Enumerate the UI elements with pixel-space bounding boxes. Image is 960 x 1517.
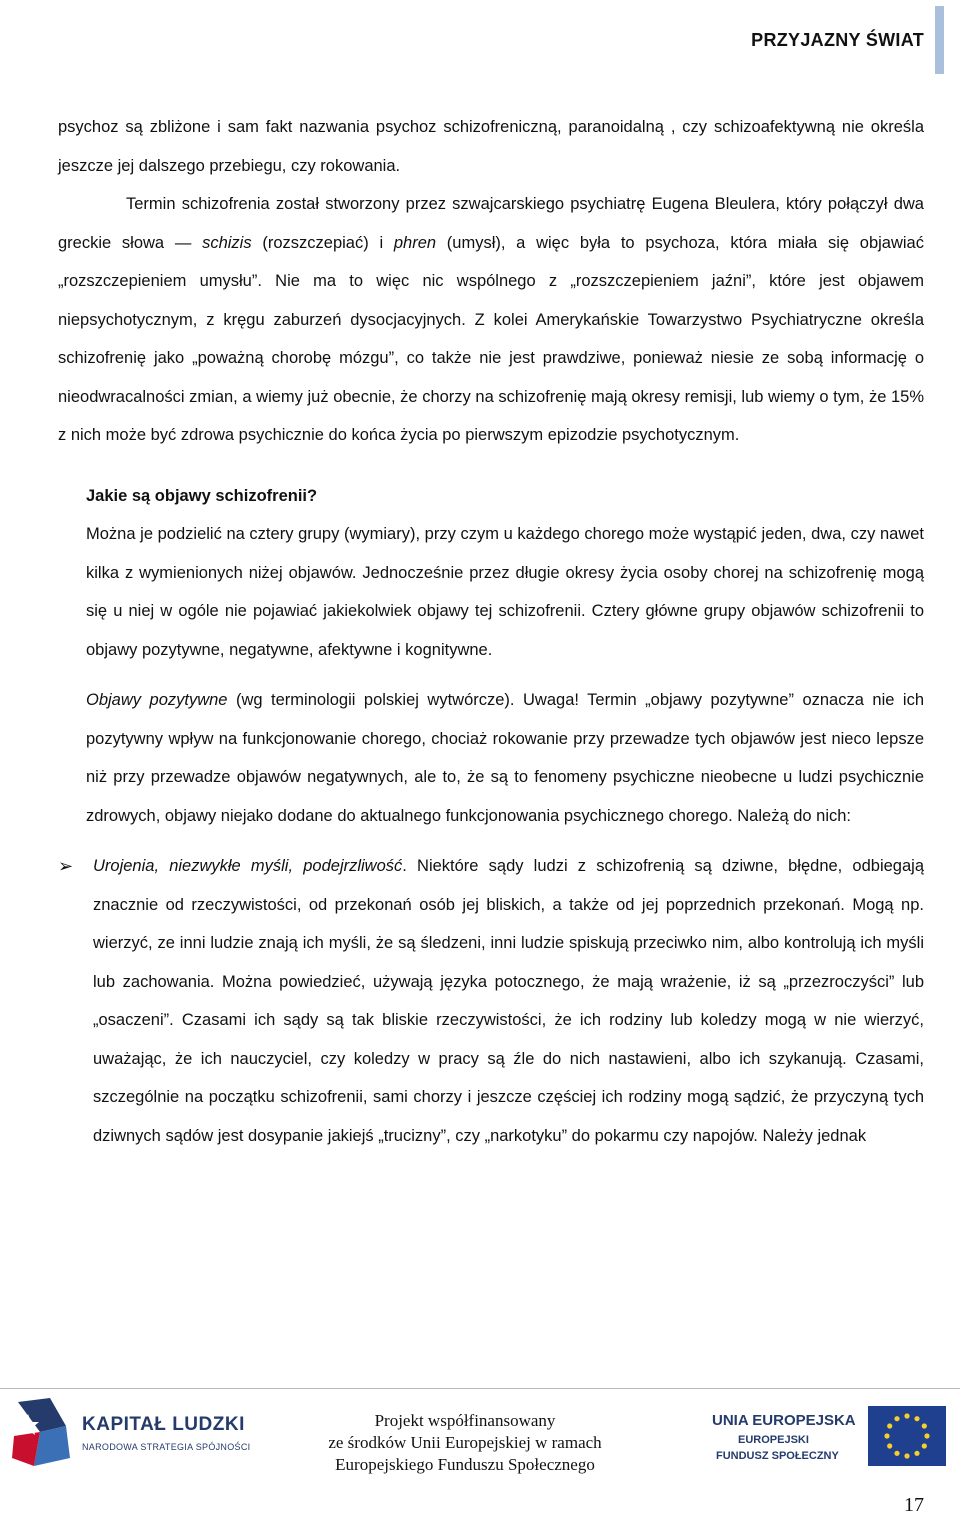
cofinancing-note: Projekt współfinansowany ze środków Unii Europejskiej w ramach Europejskiego Funduszu Społecznego [328,1411,602,1474]
list-item-text: Urojenia, niezwykłe myśli, podejrzliwość. Niektóre sądy ludzi z schizofrenią są dziwne, błędne, odbiegają znacznie od rzeczywistości, od przekonań osób jej bliskich, a także od jej poprzednich przekonań. Mogą np. wierzyć, ze inni ludzie znają ich myśli, że są śledzeni, inni ludzie spiskują przeciwko nim, albo kontrolują ich myśli lub zachowania. Można powiedzieć, używają języka potocznego, że mają wrażenie, iż są „przezroczyści” lub „osaczeni”. Czasami ich sądy są tak bliskie rzeczywistości, że ich rodziny lub koledzy mogą w nie wierzyć, uważając, że ich nauczyciel, czy koledzy w pracy są źle do nich nastawieni, albo ich szykanują. Czasami, szczególnie na początku schizofrenii, sami chorzy i jeszcze częściej ich rodziny mogą sądzić, że przyczyną tych dziwnych sądów jest dosypanie jakiejś „trucizny”, czy „narkotyku” do pokarmu czy napojów. Należy jednak [93,857,925,1145]
page-header [0,0,960,80]
kapital-ludzki-title: KAPITAŁ LUDZKI [82,1414,245,1435]
kapital-ludzki-subtitle: NARODOWA STRATEGIA SPÓJNOŚCI [82,1442,251,1452]
footer-divider [0,1388,960,1389]
paragraph-2: Termin schizofrenia został stworzony przez szwajcarskiego psychiatrę Eugena Bleulera, który połączył dwa greckie słowa ― schizis (rozszczepiać) i phren (umysł), a więc była to psychoza, która miała się objawiać „rozszczepieniem umysłu”. Nie ma to więc nic wspólnego z „rozszczepieniem jaźni”, które jest objawem niepsychotycznym, z kręgu zaburzeń dysocjacyjnych. Z kolei Amerykańskie Towarzystwo Psychiatryczne określa schizofrenię jako „poważną chorobę mózgu”, co także nie jest prawdziwe, ponieważ niesie ze sobą informację o nieodwracalności zmian, a wiemy już obecnie, że chorzy na schizofrenię mają okresy remisji, lub wiemy o tym, że 15% z nich może być zdrowa psychicznie do końca życia po pierwszym epizodzie psychotycznym. [58,195,924,444]
header-accent-bar [935,6,944,74]
eu-logo-title: UNIA EUROPEJSKA [712,1412,856,1429]
term-urojenia: Urojenia, niezwykłe myśli, podejrzliwość [93,857,403,875]
kapital-ludzki-logo [10,1396,260,1470]
list-item [58,847,924,1155]
eu-logo-line-2: EUROPEJSKI [738,1434,809,1446]
term-phren: phren [393,233,437,252]
page-number: 17 [904,1494,924,1516]
paragraph-1: psychoz są zbliżone i sam fakt nazwania psychoz schizofreniczną, paranoidalną , czy schizoafektywną nie określa jeszcze jej dalszego przebiegu, czy rokowania. [58,118,924,175]
paragraph-4: Objawy pozytywne (wg terminologii polskiej wytwórcze). Uwaga! Termin „objawy pozytywne” oznacza nie ich pozytywny wpływ na funkcjonowanie chorego, chociaż rokowanie przy przewadze tych objawów jest nieco lepsze niż przy przewadze objawów negatywnych, ale to, że są to fenomeny psychiczne nieobecne u ludzi psychicznie zdrowych, objawy niejako dodane do aktualnego funkcjonowania psychicznego chorego. Należą do nich: [86,691,924,825]
kapital-ludzki-emblem-icon [10,1396,74,1470]
arrow-bullet-icon: ➢ [58,856,74,876]
document-body [58,108,924,1155]
paragraph-3: Można je podzielić na cztery grupy (wymiary), przy czym u każdego chorego może wystąpić jeden, dwa, czy nawet kilka z wymienionych niżej objawów. Jednocześnie przez długie okresy życia osoby chorej na schizofrenię mogą się u niej w ogóle nie pojawiać jakiekolwiek objawy tej schizofrenii. Cztery główne grupy objawów schizofrenii to objawy pozytywne, negatywne, afektywne i kognitywne. [86,525,924,659]
header-title: PRZYJAZNY ŚWIAT [751,30,924,50]
term-schizis: schizis [202,233,252,252]
section-heading: Jakie są objawy schizofrenii? [86,486,318,505]
eu-flag-icon [868,1406,946,1466]
eu-logo [700,1406,950,1470]
term-objawy-pozytywne: Objawy pozytywne [86,691,228,709]
eu-logo-line-3: FUNDUSZ SPOŁECZNY [716,1450,839,1462]
